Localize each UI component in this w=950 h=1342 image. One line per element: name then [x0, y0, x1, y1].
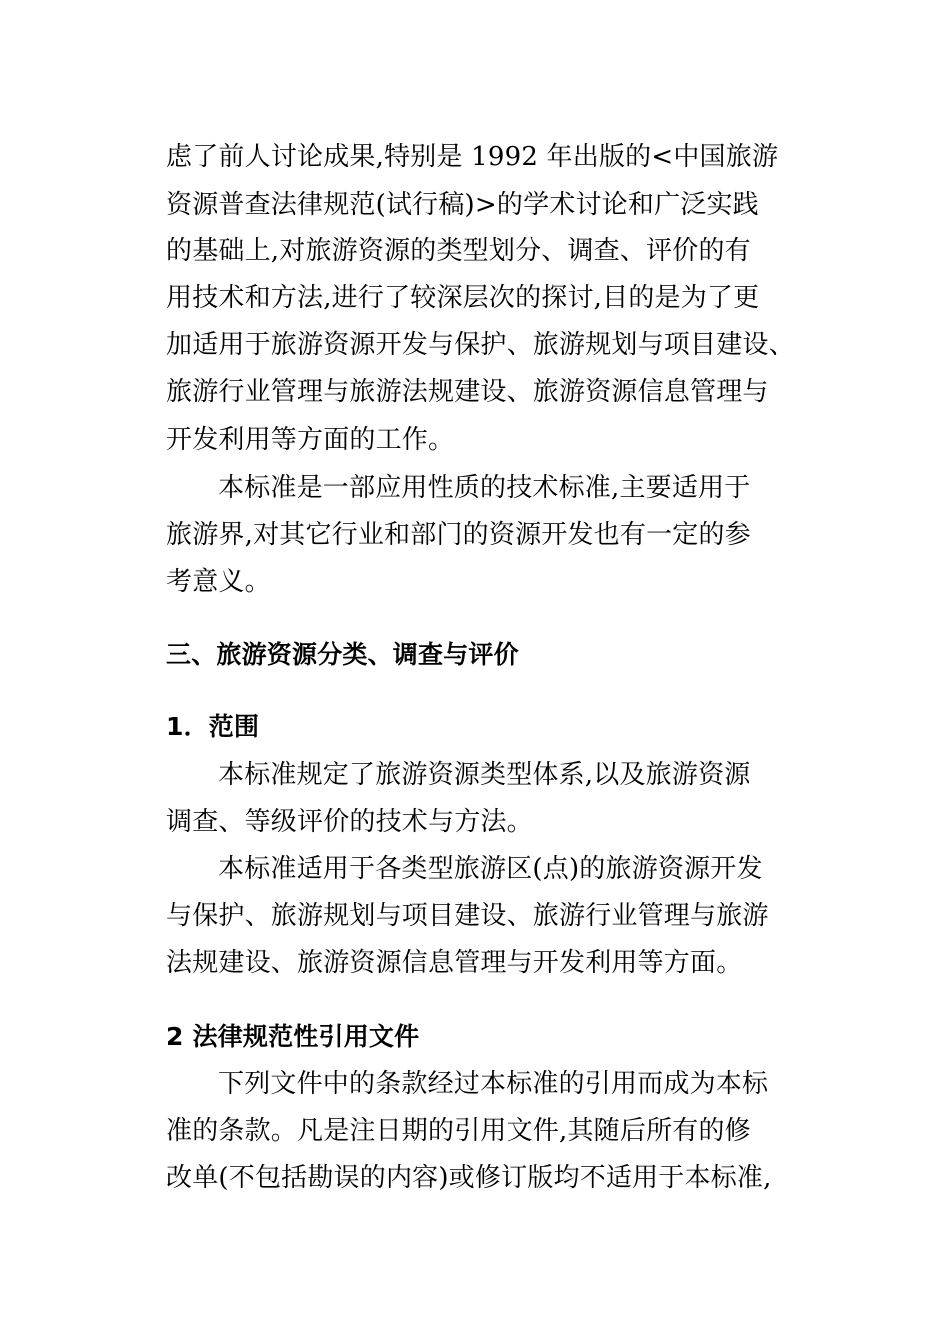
paragraph-line: 开发利用等方面的工作。 — [166, 425, 455, 455]
paragraph-line: 与保护、旅游规划与项目建设、旅游行业管理与旅游 — [166, 901, 769, 931]
paragraph-line: 虑了前人讨论成果,特别是 1992 年出版的<中国旅游 — [166, 142, 779, 172]
paragraph-line: 的基础上,对旅游资源的类型划分、调查、评价的有 — [166, 236, 751, 266]
section-heading: 三、旅游资源分类、调查与评价 — [166, 640, 519, 669]
paragraph-line: 本标准适用于各类型旅游区(点)的旅游资源开发 — [218, 854, 763, 884]
paragraph-line: 旅游行业管理与旅游法规建设、旅游资源信息管理与 — [166, 377, 769, 407]
paragraph-line: 资源普查法律规范(试行稿)>的学术讨论和广泛实践 — [166, 190, 759, 220]
paragraph-line: 本标准是一部应用性质的技术标准,主要适用于 — [218, 473, 751, 503]
paragraph-line: 用技术和方法,进行了较深层次的探讨,目的是为了更 — [166, 283, 760, 313]
paragraph-line: 法规建设、旅游资源信息管理与开发利用等方面。 — [166, 948, 743, 978]
paragraph-line: 改单(不包括勘误的内容)或修订版均不适用于本标准, — [166, 1163, 772, 1193]
paragraph-line: 准的条款。凡是注日期的引用文件,其随后所有的修 — [166, 1116, 751, 1146]
paragraph-line: 本标准规定了旅游资源类型体系,以及旅游资源 — [218, 760, 751, 790]
subsection-heading: 2 法律规范性引用文件 — [166, 1022, 420, 1051]
subsection-heading: 1．范围 — [166, 712, 260, 741]
paragraph-line: 旅游界,对其它行业和部门的资源开发也有一定的参 — [166, 520, 751, 550]
paragraph-line: 下列文件中的条款经过本标准的引用而成为本标 — [218, 1069, 769, 1099]
paragraph-line: 考意义。 — [166, 567, 271, 597]
paragraph-line: 加适用于旅游资源开发与保护、旅游规划与项目建设、 — [166, 330, 795, 360]
paragraph-line: 调查、等级评价的技术与方法。 — [166, 807, 533, 837]
